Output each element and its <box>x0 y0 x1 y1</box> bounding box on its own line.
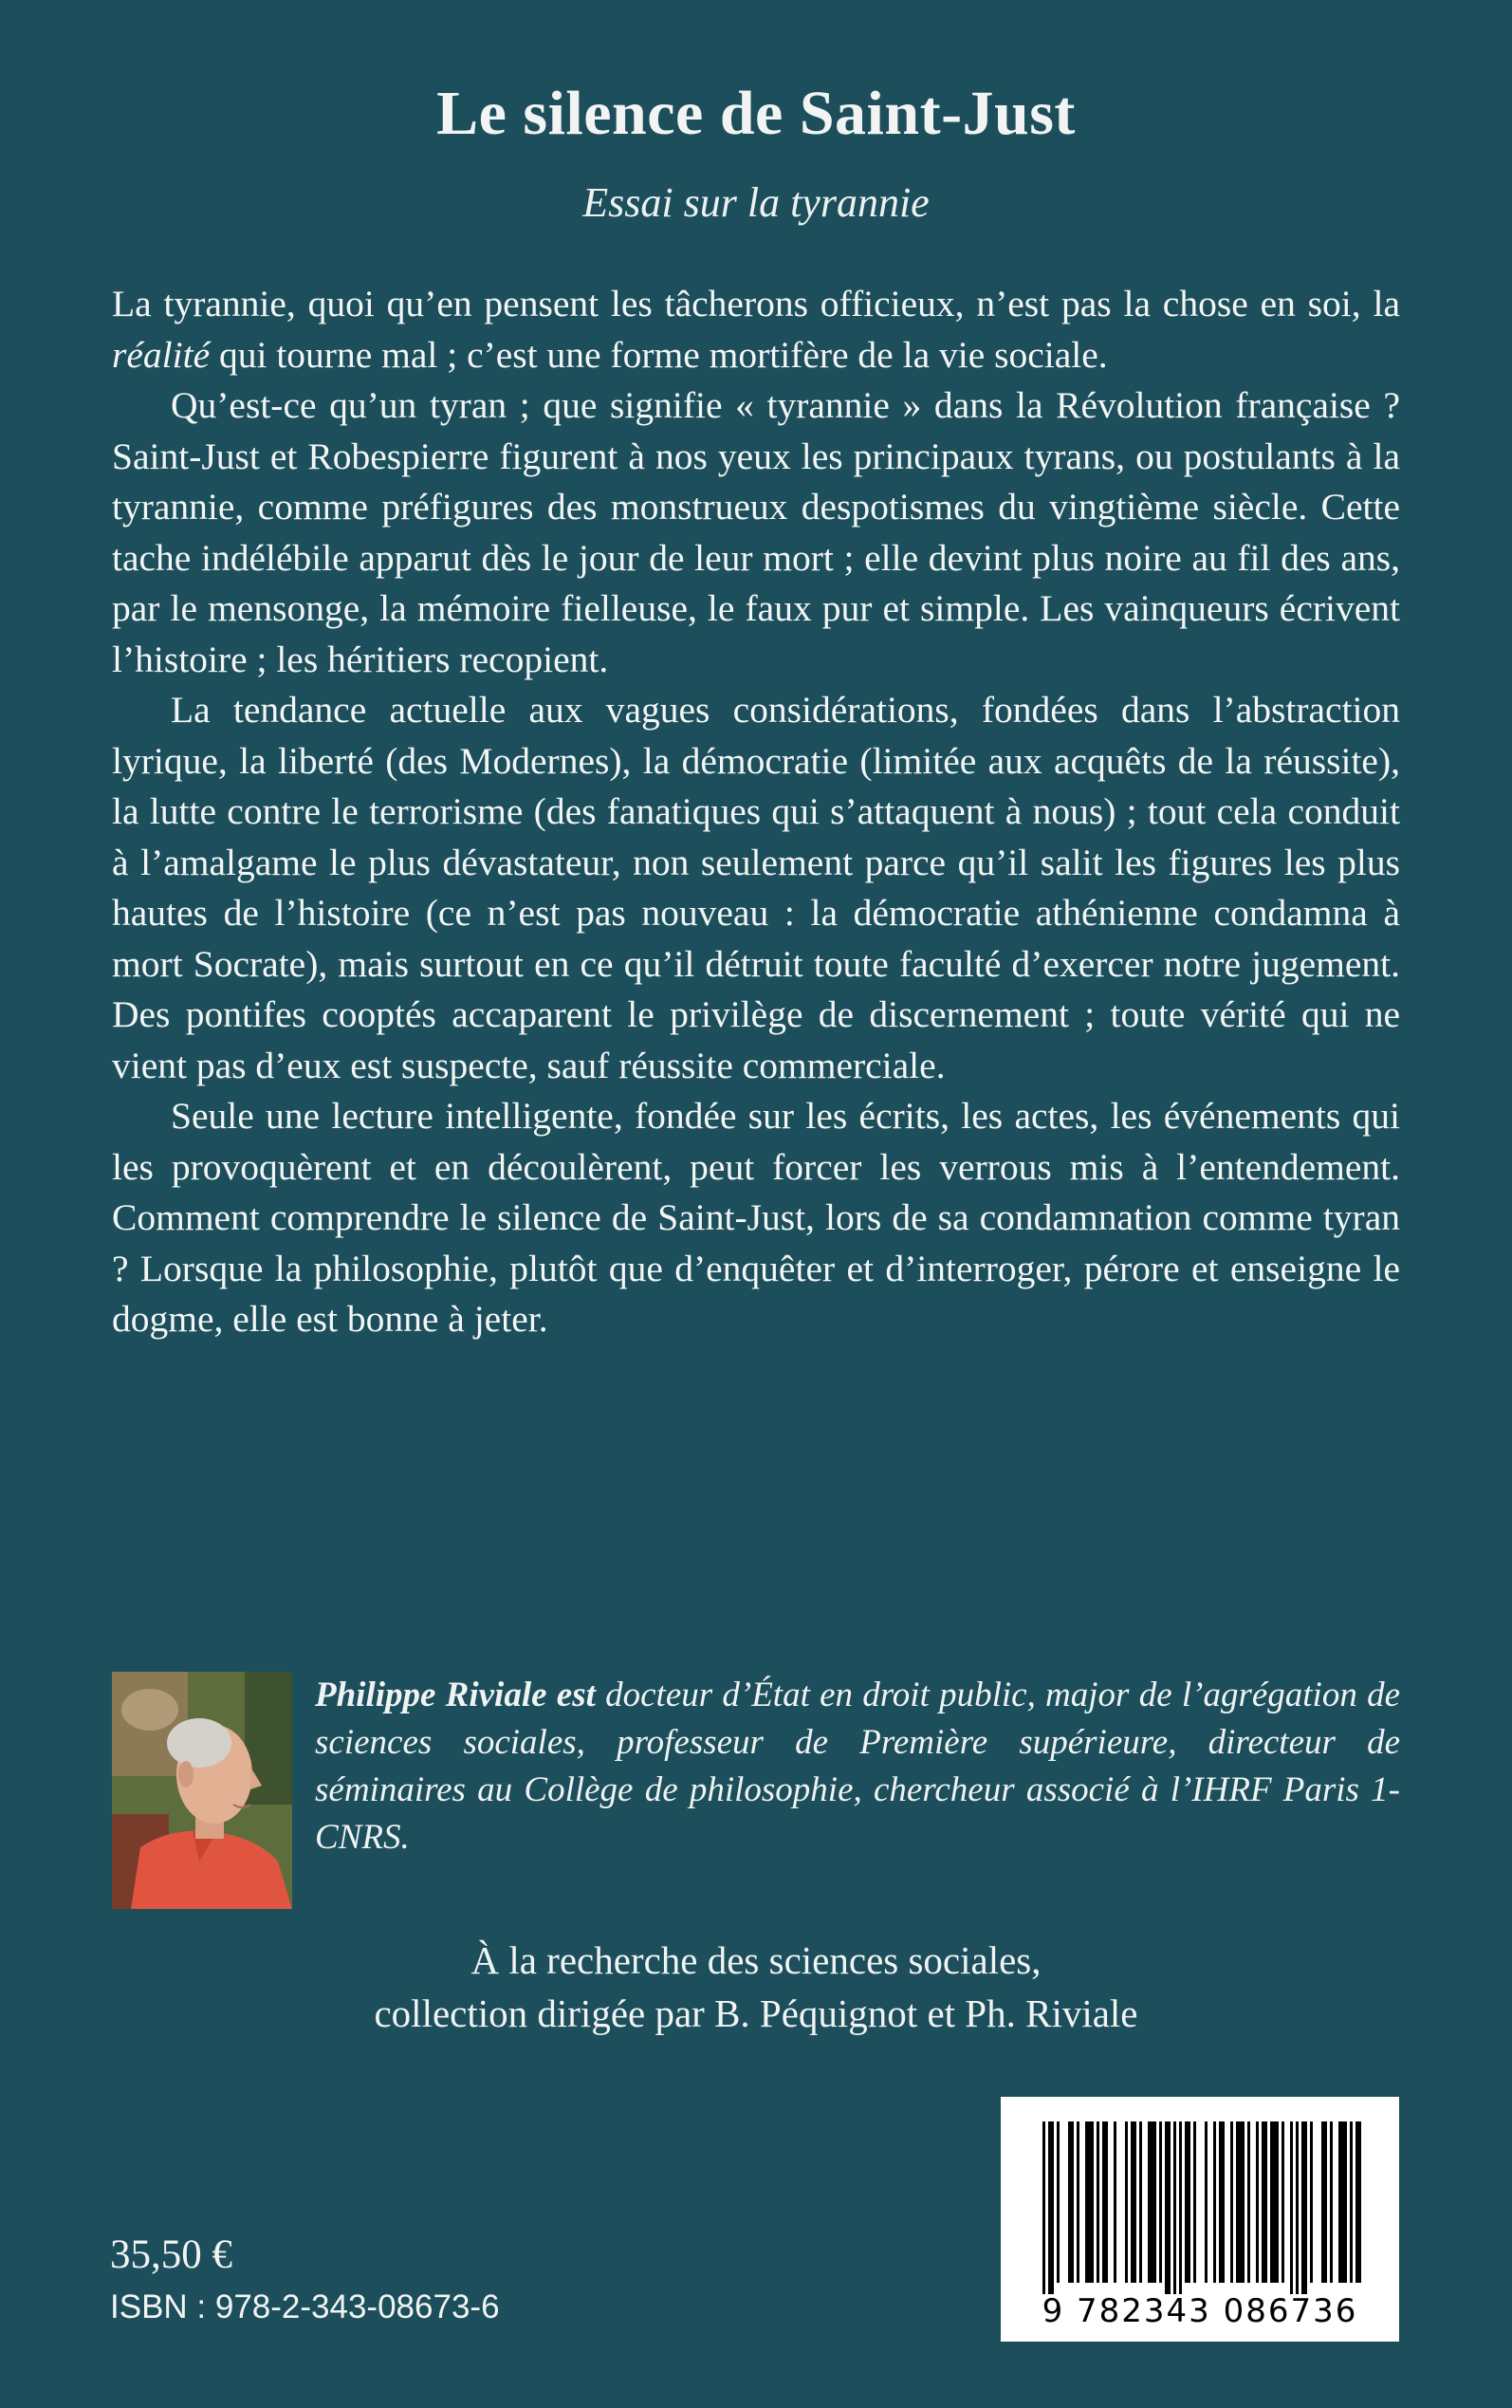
barcode-bar <box>1114 2121 1116 2283</box>
barcode-bar <box>1125 2121 1128 2283</box>
barcode-bar <box>1350 2121 1353 2283</box>
collection-line-1: À la recherche des sciences sociales, <box>470 1938 1042 1982</box>
barcode-bar <box>1310 2121 1313 2283</box>
barcode-bar <box>1097 2121 1099 2283</box>
paragraph-1 <box>112 279 1400 380</box>
isbn: ISBN : 978-2-343-08673-6 <box>110 2288 500 2325</box>
barcode-bar <box>1355 2121 1361 2283</box>
book-title: Le silence de Saint-Just <box>436 79 1076 148</box>
author-portrait-icon <box>112 1672 292 1909</box>
barcode-bar <box>1139 2121 1142 2283</box>
barcode-bar <box>1282 2121 1284 2283</box>
barcode-bar <box>1085 2121 1094 2283</box>
barcode-bar <box>1193 2121 1196 2283</box>
barcode-bar <box>1270 2121 1279 2283</box>
author-bio <box>315 1672 1400 1862</box>
barcode-bar <box>1236 2121 1245 2283</box>
barcode-bar <box>1185 2121 1190 2283</box>
book-subtitle: Essai sur la tyrannie <box>582 179 930 226</box>
barcode-bar <box>1262 2121 1267 2283</box>
paragraph-2: Qu’est-ce qu’un tyran ; que signifie « tyrannie » dans la Révolution française ? Saint-Just et Robespierre figurent à nos yeux les principaux tyrans, ou postulants à la tyrannie, comme préfigures des monstrueux despotismes du vingtième siècle. Cette tache indélébile apparut dès le jour de leur mort ; elle devint plus noire au fil des ans, par le mensonge, la mémoire fielleuse, le faux pur et simple. Les vainqueurs écrivent l’histoire ; les héritiers recopient. <box>112 384 1400 680</box>
barcode-bar <box>1068 2121 1074 2283</box>
collection-info <box>0 1934 1512 2040</box>
author-photo <box>112 1672 292 1909</box>
barcode-bar <box>1131 2121 1136 2283</box>
author-description: docteur d’État en droit public, major de l’agrégation de sciences sociales, professeur de Première supérieure, directeur de séminaires au Collège de philosophie, chercheur associé à l’IHRF Paris 1-CNRS. <box>315 1676 1400 1857</box>
barcode-bar <box>1173 2121 1176 2294</box>
barcode-bar <box>1256 2121 1259 2283</box>
barcode-bar <box>1077 2121 1079 2283</box>
back-cover-text <box>112 279 1400 1345</box>
barcode-bar <box>1102 2121 1108 2283</box>
barcode-bar <box>1048 2121 1054 2294</box>
barcode-bar <box>1148 2121 1156 2283</box>
barcode-bar <box>1247 2121 1250 2283</box>
price: 35,50 € <box>110 2232 232 2277</box>
collection-line-2: collection dirigée par B. Péquignot et Ph. Riviale <box>374 1991 1138 2035</box>
paragraph-3: La tendance actuelle aux vagues considérations, fondées dans l’abstraction lyrique, la liberté (des Modernes), la démocratie (limitée aux acquêts de la réussite), la lutte contre le terrorisme (des fanatiques qui s’attaquent à nous) ; tout cela conduit à l’amalgame le plus dévastateur, non seulement parce qu’il salit les figures les plus hautes de l’histoire (ce n’est pas nouveau : la démocratie athénienne condamna à mort Socrate), mais surtout en ce qu’il détruit toute faculté d’exercer notre jugement. Des pontifes cooptés accaparent le privilège de discernement ; toute vérité qui ne vient pas d’eux est suspecte, sauf réussite commerciale. <box>112 689 1400 1086</box>
barcode-bar <box>1330 2121 1333 2283</box>
barcode-bar <box>1321 2121 1327 2283</box>
paragraph-4: Seule une lecture intelligente, fondée sur les écrits, les actes, les événements qui les provoquèrent et en découlèrent, peut forcer les verrous mis à l’entendement. Comment comprendre le silence de Saint-Just, lors de sa condamnation comme tyran ? Lorsque la philosophie, plutôt que d’enquêter et d’interroger, pérore et enseigne le dogme, elle est bonne à jeter. <box>112 1095 1400 1340</box>
emphasis-realite: réalité <box>112 333 211 376</box>
barcode <box>1001 2097 1399 2342</box>
barcode-bar <box>1219 2121 1225 2283</box>
paragraph-1-start: La tyrannie, quoi qu’en pensent les tâcherons officieux, n’est pas la chose en soi, la <box>112 283 1400 324</box>
barcode-bar <box>1213 2121 1216 2283</box>
barcode-bar <box>1230 2121 1233 2283</box>
barcode-bar <box>1301 2121 1307 2294</box>
barcode-bar <box>1159 2121 1162 2283</box>
barcode-number: 9 782343 086736 <box>1042 2292 1358 2330</box>
barcode-bar <box>1179 2121 1182 2294</box>
author-name: Philippe Riviale est <box>315 1676 596 1714</box>
barcode-bar <box>1205 2121 1208 2283</box>
barcode-bar <box>1290 2121 1293 2294</box>
paragraph-1-end: qui tourne mal ; c’est une forme mortifère de la vie sociale. <box>210 333 1108 376</box>
barcode-bar <box>1296 2121 1299 2294</box>
barcode-bar <box>1338 2121 1347 2283</box>
barcode-bar <box>1165 2121 1171 2294</box>
barcode-bar <box>1042 2121 1045 2294</box>
barcode-bar <box>1057 2121 1060 2283</box>
